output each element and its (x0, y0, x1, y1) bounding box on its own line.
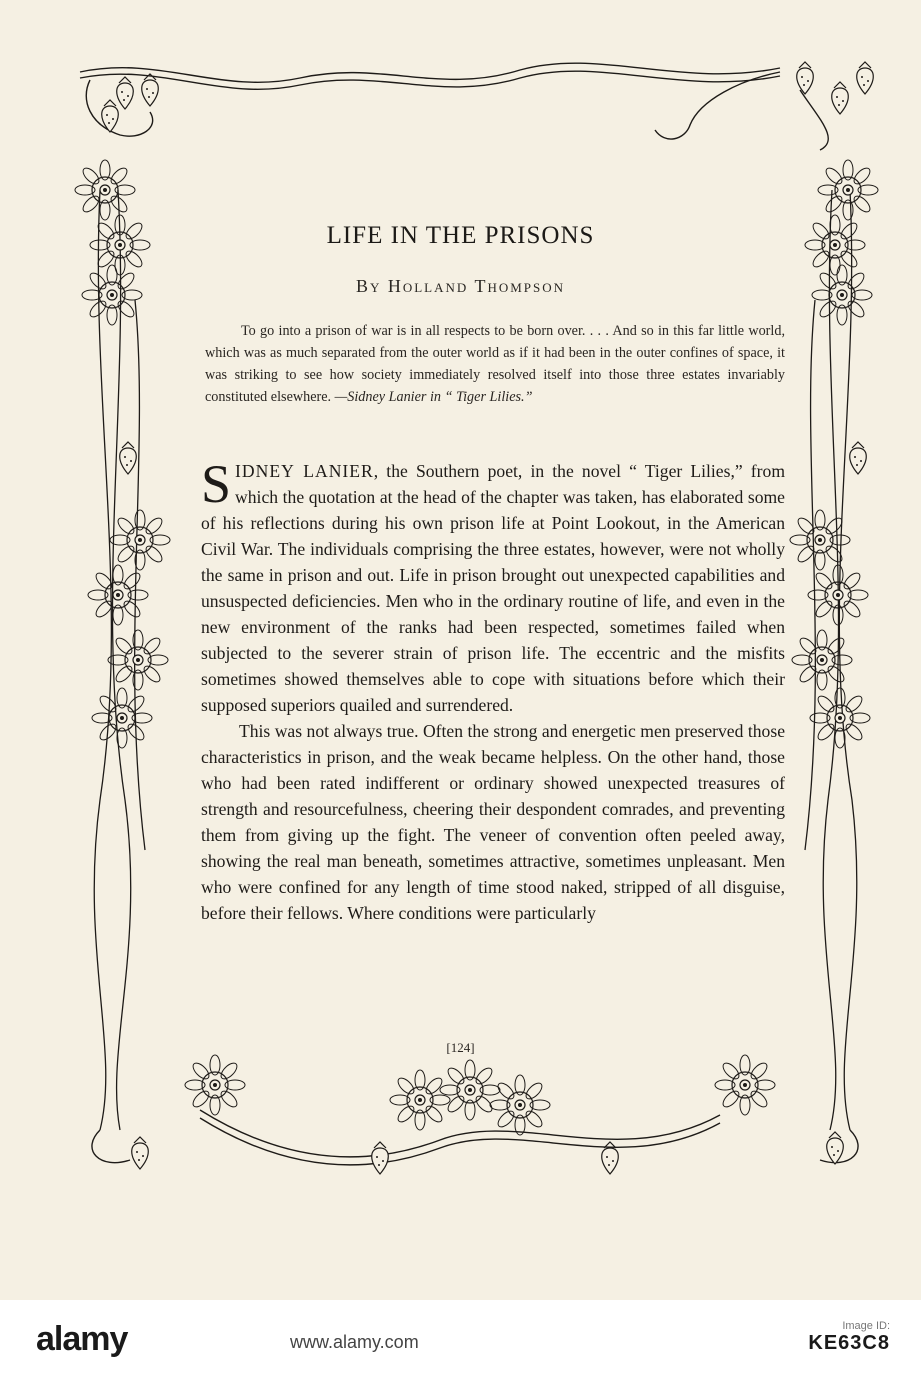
watermark-brand: alamy (36, 1320, 128, 1358)
watermark-image-id (720, 1320, 890, 1355)
drop-cap: S (201, 454, 232, 514)
paragraph-1-text: , the Southern poet, in the novel “ Tiger Lilies,” from which the quotation at the head of the chapter was taken, has elaborated some of his reflections during his own prison life at Point Lookout, in the American Civil War. The individuals comprising the three estates, however, were not wholly the same in prison and out. Life in prison brought out unexpected capabilities and unsuspected deficiencies. Men who in the ordinary routine of life, and even in the new environment of the ranks had been respected, sometimes failed when subjected to the severer strain of prison life. The eccentric and the misfits sometimes showed themselves able to cope with situations before which their supposed superiors quailed and surrendered. (201, 461, 786, 715)
image-id-label: Image ID: (842, 1320, 890, 1332)
article-title: LIFE IN THE PRISONS (326, 222, 595, 249)
paragraph-2-text: This was not always true. Often the strong and energetic men preserved those characteristics in prison, and the weak became helpless. On the other hand, those who had been rated indifferent or ordinary showed unexpected treasures of strength and resourcefulness, cheering their despondent comrades, and preventing them from giving up the fight. The veneer of convention often peeled away, showing the real man beneath, sometimes attractive, sometimes unpleasant. Men who were confined for any length of time stood naked, stripped of all disguise, before their fellows. Where conditions were particularly (201, 721, 785, 923)
image-id-code: KE63C8 (808, 1332, 890, 1354)
watermark-url: www.alamy.com (290, 1332, 419, 1352)
right-border-ornament (805, 190, 857, 1130)
top-vine-ornament (80, 63, 828, 150)
paragraph (201, 454, 786, 718)
article-body (201, 454, 786, 926)
epigraph (205, 320, 785, 408)
epigraph-text: To go into a prison of war is in all respects to be born over. . . . And so in this far little world, which was as much separated from the outer world as if it had been in the outer confines of space, it was striking to see how society immediately resolved itself into those three estates invariably constituted elsewhere. (205, 323, 785, 405)
author-byline: By Holland Thompson (355, 276, 566, 296)
epigraph-attribution: —Sidney Lanier in “ Tiger Lilies.” (334, 389, 533, 405)
opening-words: IDNEY LANIER (235, 461, 374, 481)
bottom-garland-ornament (92, 1110, 858, 1165)
page-number: [124] (446, 1040, 475, 1055)
